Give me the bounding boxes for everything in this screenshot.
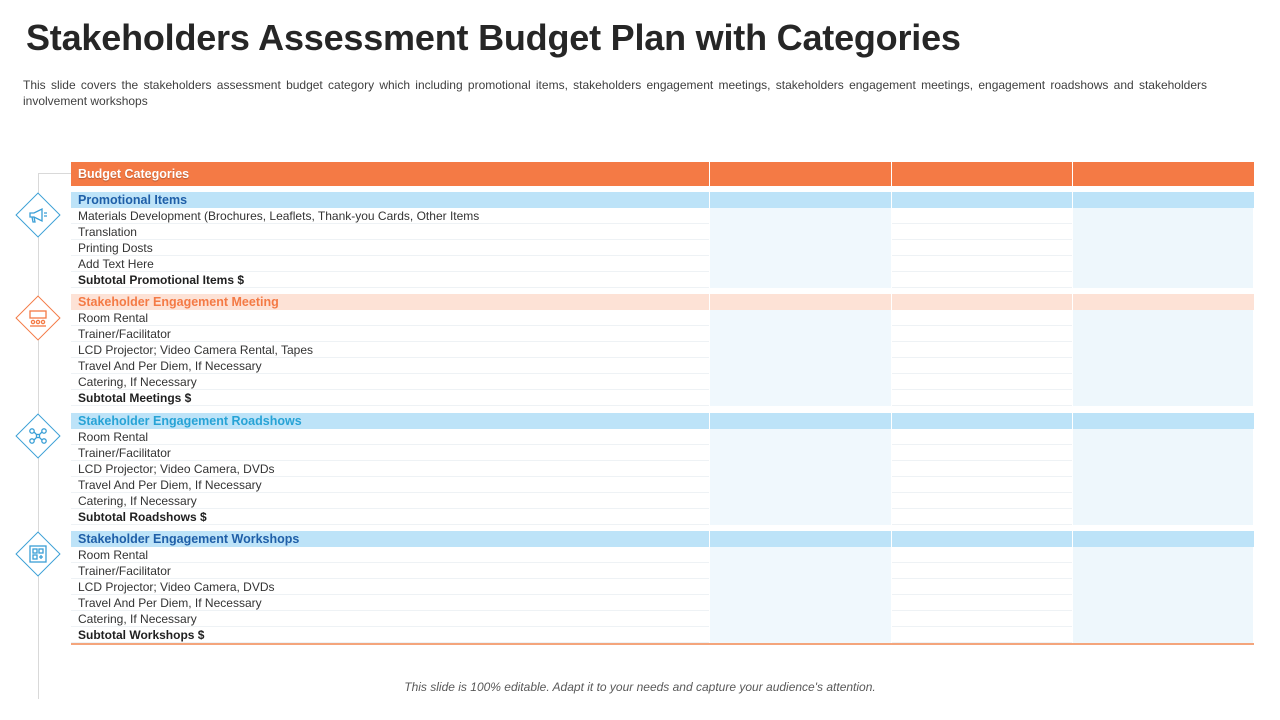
row-label: LCD Projector; Video Camera, DVDs xyxy=(71,461,710,477)
page-title: Stakeholders Assessment Budget Plan with Categories xyxy=(26,17,961,58)
subtotal-row xyxy=(71,272,1254,288)
row-label: Add Text Here xyxy=(71,256,710,272)
row-label: Trainer/Facilitator xyxy=(71,563,710,579)
table-row xyxy=(71,595,1254,611)
subtotal-row xyxy=(71,390,1254,406)
subtotal-label: Subtotal Meetings $ xyxy=(71,390,710,406)
table-row xyxy=(71,547,1254,563)
row-label: Room Rental xyxy=(71,429,710,445)
page-subtitle: This slide covers the stakeholders assessment budget category which including promotional items, stakeholders engagement meetings, stakeholders engagement meetings, engagement roadshows and stakeholders involvement workshops xyxy=(23,78,1207,108)
row-label: Trainer/Facilitator xyxy=(71,445,710,461)
subtotal-label: Subtotal Roadshows $ xyxy=(71,509,710,525)
table-row xyxy=(71,477,1254,493)
row-label: Catering, If Necessary xyxy=(71,611,710,627)
header-cell xyxy=(1073,162,1254,186)
header-cell xyxy=(710,162,892,186)
meeting-icon xyxy=(26,306,50,330)
table-row xyxy=(71,208,1254,224)
section-header xyxy=(71,192,1254,208)
header-cell xyxy=(892,162,1073,186)
subtotal-label: Subtotal Promotional Items $ xyxy=(71,272,710,288)
section-title: Stakeholder Engagement Roadshows xyxy=(71,413,710,429)
row-label: Room Rental xyxy=(71,310,710,326)
section-title: Promotional Items xyxy=(71,192,710,208)
row-label: LCD Projector; Video Camera Rental, Tapes xyxy=(71,342,710,358)
table-row xyxy=(71,374,1254,390)
section-header xyxy=(71,531,1254,547)
subtotal-row xyxy=(71,509,1254,525)
table-row xyxy=(71,240,1254,256)
table-row xyxy=(71,310,1254,326)
row-label: Translation xyxy=(71,224,710,240)
budget-categories-header: Budget Categories xyxy=(71,162,710,186)
table-row xyxy=(71,579,1254,595)
workshop-icon xyxy=(26,542,50,566)
table-row xyxy=(71,563,1254,579)
section-title: Stakeholder Engagement Workshops xyxy=(71,531,710,547)
timeline-connector xyxy=(38,173,72,174)
table-row xyxy=(71,256,1254,272)
table-header-row xyxy=(71,162,1254,186)
subtotal-row xyxy=(71,627,1254,643)
network-icon xyxy=(26,424,50,448)
section-title: Stakeholder Engagement Meeting xyxy=(71,294,710,310)
row-label: Catering, If Necessary xyxy=(71,493,710,509)
row-label: LCD Projector; Video Camera, DVDs xyxy=(71,579,710,595)
row-label: Materials Development (Brochures, Leaflets, Thank-you Cards, Other Items xyxy=(71,208,710,224)
table-row xyxy=(71,342,1254,358)
section-engagement-roadshows xyxy=(71,413,1254,525)
budget-table xyxy=(71,162,1254,642)
footer-note: This slide is 100% editable. Adapt it to your needs and capture your audience's attention. xyxy=(404,680,876,694)
table-row xyxy=(71,611,1254,627)
row-label: Travel And Per Diem, If Necessary xyxy=(71,477,710,493)
table-row xyxy=(71,358,1254,374)
section-promotional-items xyxy=(71,192,1254,288)
subtotal-label: Subtotal Workshops $ xyxy=(71,627,710,643)
table-row xyxy=(71,461,1254,477)
row-label: Travel And Per Diem, If Necessary xyxy=(71,358,710,374)
table-row xyxy=(71,224,1254,240)
table-row xyxy=(71,326,1254,342)
megaphone-icon xyxy=(26,203,50,227)
table-bottom-border xyxy=(71,643,1254,645)
row-label: Room Rental xyxy=(71,547,710,563)
row-label: Printing Dosts xyxy=(71,240,710,256)
section-header xyxy=(71,294,1254,310)
section-engagement-workshops xyxy=(71,531,1254,643)
table-row xyxy=(71,493,1254,509)
table-row xyxy=(71,445,1254,461)
section-header xyxy=(71,413,1254,429)
row-label: Catering, If Necessary xyxy=(71,374,710,390)
row-label: Trainer/Facilitator xyxy=(71,326,710,342)
table-row xyxy=(71,429,1254,445)
section-engagement-meeting xyxy=(71,294,1254,406)
row-label: Travel And Per Diem, If Necessary xyxy=(71,595,710,611)
